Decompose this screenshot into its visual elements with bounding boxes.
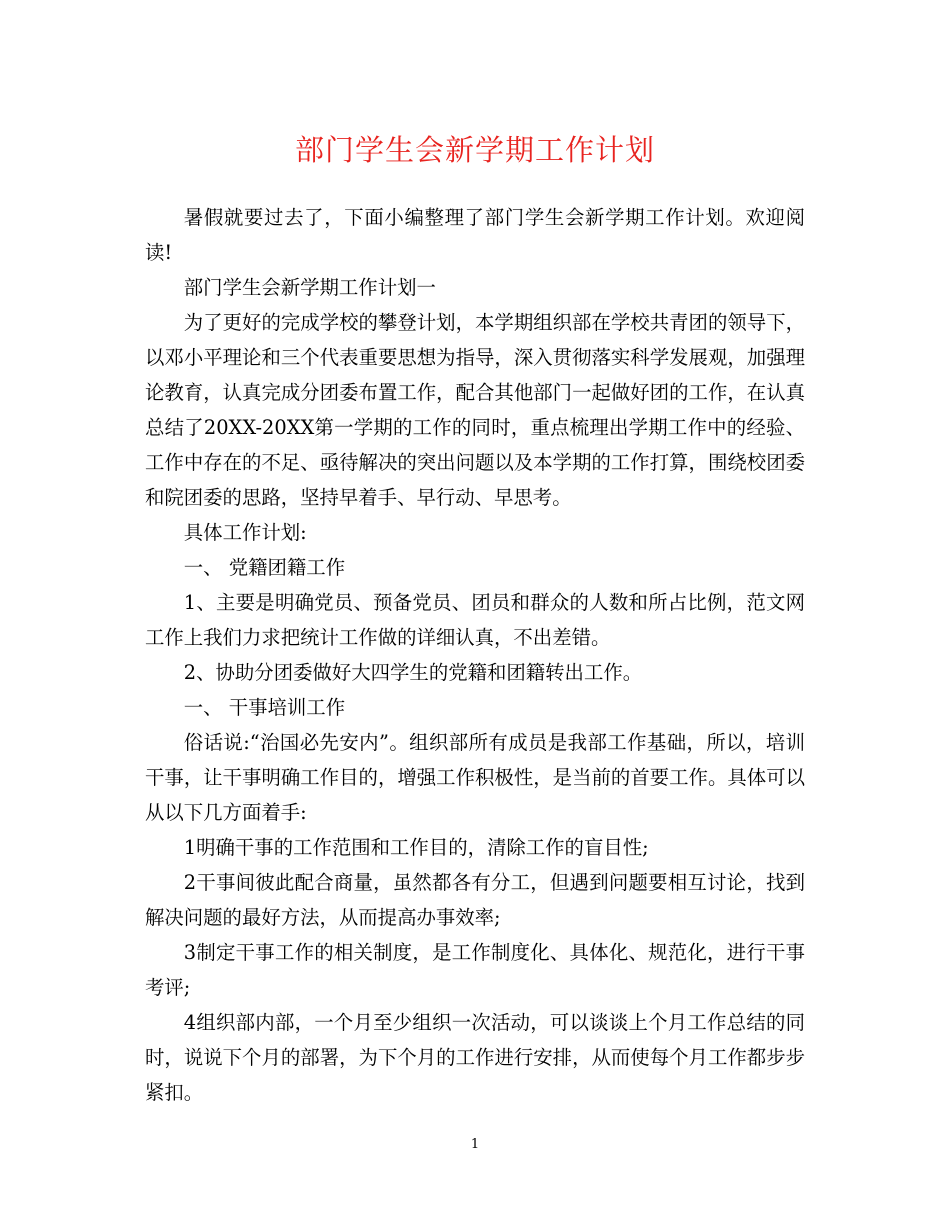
paragraph: 为了更好的完成学校的攀登计划，本学期组织部在学校共青团的领导下，以邓小平理论和三个代表重要思想为指导，深入贯彻落实科学发展观，加强理论教育，认真完成分团委布置工作，配合其他部门一起做好团的工作，在认真总结了20XX-20XX第一学期的工作的同时，重点梳理出学期工作中的经验、工作中存在的不足、亟待解决的突出问题以及本学期的工作打算，围绕校团委和院团委的思路，坚持早着手、早行动、早思考。 xyxy=(145,311,805,509)
paragraph: 3制定干事工作的相关制度，是工作制度化、具体化、规范化，进行干事考评; xyxy=(145,941,805,999)
document-title: 部门学生会新学期工作计划 xyxy=(294,133,655,167)
paragraph: 1、主要是明确党员、预备党员、团员和群众的人数和所占比例，范文网工作上我们力求把统计工作做的详细认真，不出差错。 xyxy=(145,591,805,649)
paragraph: 具体工作计划: xyxy=(183,521,307,544)
paragraph: 俗话说:“治国必先安内”。组织部所有成员是我部工作基础，所以，培训干事，让干事明确工作目的，增强工作积极性，是当前的首要工作。具体可以从以下几方面着手: xyxy=(145,731,805,824)
paragraph-section-heading: 部门学生会新学期工作计划一 xyxy=(183,276,436,299)
paragraph: 2、协助分团委做好大四学生的党籍和团籍转出工作。 xyxy=(183,661,643,684)
paragraph-subheading: 一、 干事培训工作 xyxy=(183,696,346,719)
paragraph: 2干事间彼此配合商量，虽然都各有分工，但遇到问题要相互讨论，找到解决问题的最好方法，从而提高办事效率; xyxy=(145,871,805,929)
paragraph: 1明确干事的工作范围和工作目的，清除工作的盲目性; xyxy=(183,836,649,859)
paragraph-intro: 暑假就要过去了，下面小编整理了部门学生会新学期工作计划。欢迎阅读! xyxy=(145,206,805,264)
page-number: 1 xyxy=(470,1137,480,1152)
paragraph: 4组织部内部，一个月至少组织一次活动，可以谈谈上个月工作总结的同时，说说下个月的部署，为下个月的工作进行安排，从而使每个月工作都步步紧扣。 xyxy=(145,1011,805,1104)
paragraph-subheading: 一、 党籍团籍工作 xyxy=(183,556,346,579)
document-body xyxy=(145,200,805,1110)
